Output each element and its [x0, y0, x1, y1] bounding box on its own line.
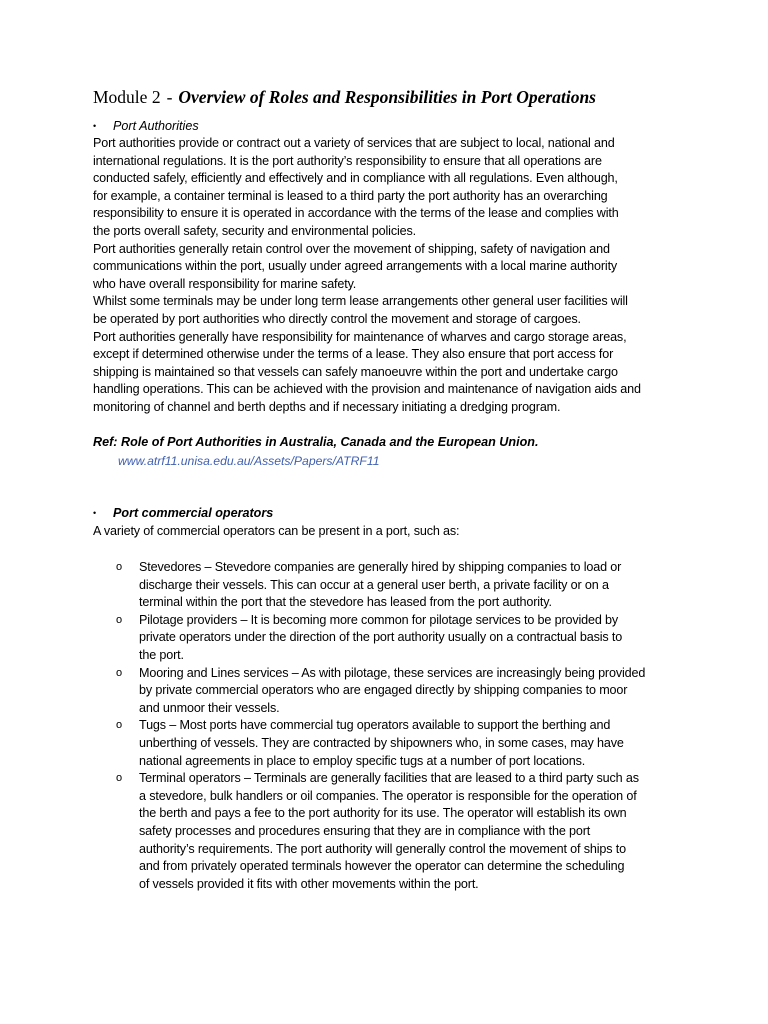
list-item-mooring: [93, 665, 683, 718]
commercial-operators-intro: A variety of commercial operators can be present in a port, such as:: [93, 524, 460, 538]
port-authorities-section: [93, 135, 683, 417]
circle-bullet-icon: o: [116, 772, 122, 785]
list-item-terminal-operators: [93, 770, 683, 893]
bullet-icon: •: [93, 508, 97, 518]
module-subtitle: Overview of Roles and Responsibilities in Port Operations: [178, 87, 596, 107]
list-item-pilotage: [93, 612, 683, 665]
list-item-text: Mooring and Lines services – As with pilotage, these services are increasingly being provided by private commercial operators who are engaged directly by shipping companies to moor and unmoor their vessels.: [139, 665, 646, 715]
bullet-icon: •: [93, 121, 97, 131]
circle-bullet-icon: o: [116, 666, 122, 679]
section-heading-text: Port Authorities: [113, 119, 199, 133]
list-item-text: Stevedores – Stevedore companies are generally hired by shipping companies to load or discharge their vessels. This can occur at a general user berth, a private facility or on a terminal within the port that the stevedore has leased from the port authority.: [139, 560, 622, 610]
section-heading-commercial-operators: [93, 506, 273, 520]
circle-bullet-icon: o: [116, 561, 122, 573]
commercial-operators-list: [93, 559, 683, 893]
list-item-stevedores: [93, 559, 683, 612]
list-item-text: Pilotage providers – It is becoming more common for pilotage services to be provided by private operators under the direction of the port authority usually on a contractual basis to the port.: [139, 612, 623, 662]
section-heading-text: Port commercial operators: [113, 506, 274, 520]
list-item-text: Terminal operators – Terminals are generally facilities that are leased to a third party such as a stevedore, bulk handlers or oil companies. The operator is responsible for the operation of the berth and pays a fee to the port authority for its use. The operator will establish its own safety processes and procedures ensuring that they are in compliance with the port authority’s requirements. The port authority will generally control the movement of ships to and from privately operated terminals however the operator can determine the scheduling of vessels provided it fits with other movements within the port.: [139, 771, 639, 891]
page-title: [93, 87, 596, 108]
list-item-text: Tugs – Most ports have commercial tug operators available to support the berthing and unberthing of vessels. They are contracted by shipowners who, in some cases, may have national agreements in place to employ specific tugs at a number of port locations.: [139, 718, 624, 768]
title-dash: -: [166, 87, 173, 107]
module-label: Module 2: [93, 87, 161, 107]
section-heading-port-authorities: [93, 119, 199, 133]
port-authorities-paragraph: Port authorities provide or contract out a variety of services that are subject to local, national and international regulations. It is the port authority’s responsibility to ensure that all operations are conducted safely, efficiently and effectively and in compliance with all regulations. Even although, for example, a container terminal is leased to a third party the port authority has an overarching responsibility to ensure it is operated in accordance with the terms of the lease and complies with the ports overall safety, security and environmental policies. Port authorities generally retain control over the movement of shipping, safety of navigation and communications within the port, usually under agreed arrangements with a local marine authority who have overall responsibility for marine safety. Whilst some terminals may be under long term lease arrangements other general user facilities will be operated by port authorities who directly control the movement and storage of cargoes. Port authorities generally have responsibility for maintenance of wharves and cargo storage areas, except if determined otherwise under the terms of a lease. They also ensure that port access for shipping is maintained so that vessels can safely manoeuvre within the port and undertake cargo handling operations. This can be achieved with the provision and maintenance of navigation aids and monitoring of channel and berth depths and if necessary initiating a dredging program.: [93, 136, 641, 414]
list-item-tugs: [93, 717, 683, 770]
reference-text: Ref: Role of Port Authorities in Australia, Canada and the European Union.: [93, 435, 539, 449]
circle-bullet-icon: o: [116, 719, 122, 732]
circle-bullet-icon: o: [116, 613, 122, 626]
reference-link[interactable]: www.atrf11.unisa.edu.au/Assets/Papers/ATRF11: [118, 454, 380, 468]
